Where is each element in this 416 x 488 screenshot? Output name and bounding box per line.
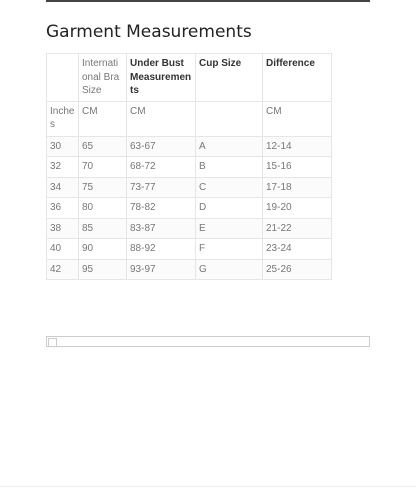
cell-under-bust: 88-92	[127, 239, 196, 260]
top-divider	[46, 0, 370, 2]
table-row	[47, 136, 332, 157]
cell-difference: 23-24	[263, 239, 332, 260]
unit-cell	[196, 101, 263, 136]
cell-under-bust: 68-72	[127, 157, 196, 178]
cell-international-size: 65	[79, 136, 127, 157]
cell-under-bust: 73-77	[127, 177, 196, 198]
cell-cup-size: B	[196, 157, 263, 178]
unit-cell: Inches	[47, 101, 79, 136]
cell-international-size: 80	[79, 198, 127, 219]
cell-under-bust: 78-82	[127, 198, 196, 219]
table-row	[47, 259, 332, 280]
cell-difference: 17-18	[263, 177, 332, 198]
cell-difference: 25-26	[263, 259, 332, 280]
table-row	[47, 218, 332, 239]
cell-under-bust: 63-67	[127, 136, 196, 157]
cell-difference: 12-14	[263, 136, 332, 157]
table-row	[47, 239, 332, 260]
header-cup-size: Cup Size	[196, 54, 263, 102]
unit-cell: CM	[79, 101, 127, 136]
cell-cup-size: A	[196, 136, 263, 157]
cell-difference: 19-20	[263, 198, 332, 219]
header-cell-empty	[47, 54, 79, 102]
cell-international-size: 85	[79, 218, 127, 239]
cell-cup-size: G	[196, 259, 263, 280]
cell-international-size: 90	[79, 239, 127, 260]
cell-band-inches: 32	[47, 157, 79, 178]
cell-difference: 15-16	[263, 157, 332, 178]
table-header-row	[47, 54, 332, 102]
page-title: Garment Measurements	[46, 22, 252, 42]
broken-image-icon	[48, 338, 57, 347]
header-international-bra-size: International Bra Size	[79, 54, 127, 102]
cell-band-inches: 42	[47, 259, 79, 280]
cell-cup-size: F	[196, 239, 263, 260]
page-bottom-divider	[0, 486, 416, 487]
embedded-frame[interactable]	[46, 336, 370, 347]
table-row	[47, 198, 332, 219]
table-row	[47, 157, 332, 178]
cell-international-size: 70	[79, 157, 127, 178]
cell-international-size: 75	[79, 177, 127, 198]
unit-cell: CM	[127, 101, 196, 136]
cell-difference: 21-22	[263, 218, 332, 239]
header-difference: Difference	[263, 54, 332, 102]
header-under-bust-measurements: Under Bust Measurements	[127, 54, 196, 102]
cell-band-inches: 40	[47, 239, 79, 260]
table-row	[47, 177, 332, 198]
unit-cell: CM	[263, 101, 332, 136]
cell-band-inches: 38	[47, 218, 79, 239]
cell-band-inches: 34	[47, 177, 79, 198]
cell-under-bust: 83-87	[127, 218, 196, 239]
units-row	[47, 101, 332, 136]
size-chart-table	[46, 53, 332, 280]
cell-under-bust: 93-97	[127, 259, 196, 280]
cell-international-size: 95	[79, 259, 127, 280]
cell-cup-size: D	[196, 198, 263, 219]
cell-band-inches: 36	[47, 198, 79, 219]
cell-cup-size: C	[196, 177, 263, 198]
cell-band-inches: 30	[47, 136, 79, 157]
cell-cup-size: E	[196, 218, 263, 239]
